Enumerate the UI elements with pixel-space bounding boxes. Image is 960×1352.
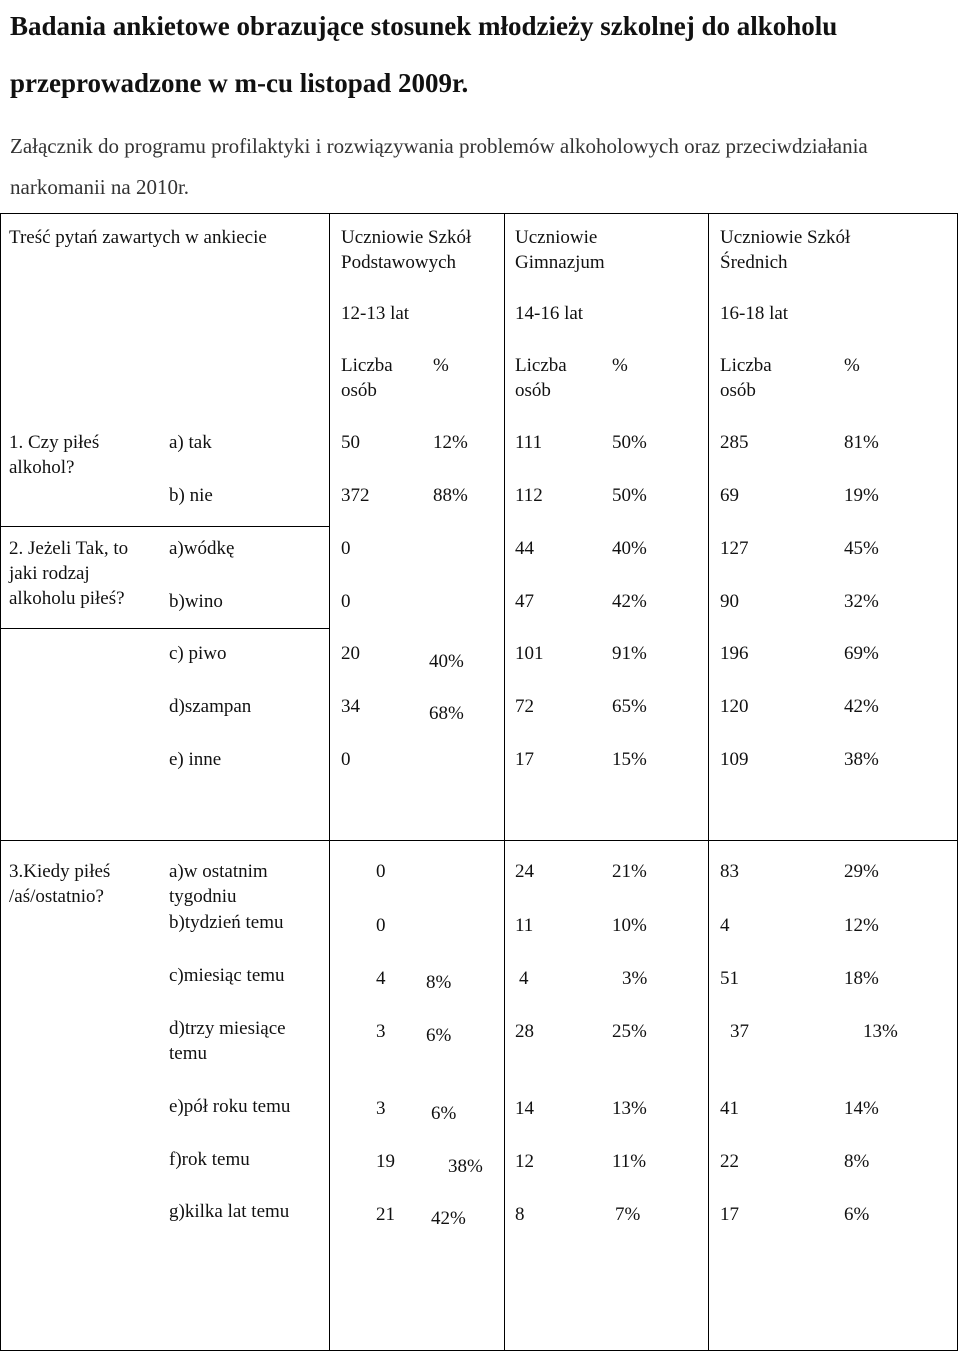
answer-label: e) inne [169, 749, 222, 770]
cell-gimnazjum-count: 112 [515, 485, 543, 506]
answer-label: a) tak [169, 432, 212, 453]
cell-gimnazjum-count: 14 [515, 1098, 534, 1119]
answer-label: c)miesiąc temu [169, 965, 285, 986]
cell-secondary-pct: 18% [844, 968, 879, 989]
cell-secondary-pct: 42% [844, 696, 879, 717]
cell-primary-pct: 40% [429, 651, 464, 672]
cell-gimnazjum-pct: 7% [615, 1204, 641, 1225]
survey-table [0, 213, 958, 1351]
cell-gimnazjum-count: 101 [515, 643, 544, 664]
cell-gimnazjum-pct: 3% [622, 968, 648, 989]
header-count-primary: Liczba osób [341, 355, 393, 401]
cell-primary-count: 20 [341, 643, 360, 664]
cell-gimnazjum-count: 17 [515, 749, 534, 770]
cell-gimnazjum-count: 44 [515, 538, 534, 559]
answer-label: b) nie [169, 485, 213, 506]
cell-gimnazjum-pct: 50% [612, 485, 647, 506]
cell-secondary-pct: 8% [844, 1151, 870, 1172]
answer-label: a)w ostatnim tygodniu [169, 861, 268, 907]
cell-gimnazjum-count: 12 [515, 1151, 534, 1172]
cell-gimnazjum-count: 72 [515, 696, 534, 717]
header-age-primary: 12-13 lat [341, 303, 410, 324]
header-pct-gimnazjum: % [612, 355, 628, 376]
cell-secondary-count: 37 [730, 1021, 749, 1042]
answer-label: c) piwo [169, 643, 227, 664]
cell-secondary-count: 41 [720, 1098, 739, 1119]
cell-secondary-pct: 6% [844, 1204, 870, 1225]
cell-gimnazjum-count: 28 [515, 1021, 534, 1042]
cell-secondary-count: 120 [720, 696, 749, 717]
cell-primary-pct: 38% [448, 1156, 483, 1177]
cell-gimnazjum-pct: 25% [612, 1021, 647, 1042]
cell-gimnazjum-count: 47 [515, 591, 534, 612]
cell-secondary-count: 285 [720, 432, 749, 453]
cell-gimnazjum-pct: 40% [612, 538, 647, 559]
cell-primary-count: 0 [341, 749, 351, 770]
question-2: 2. Jeżeli Tak, to jaki rodzaj alkoholu piłeś? [9, 538, 129, 609]
cell-secondary-pct: 12% [844, 915, 879, 936]
cell-secondary-count: 83 [720, 861, 739, 882]
page-title: Badania ankietowe obrazujące stosunek młodzieży szkolnej do alkoholu przeprowadzone w m-cu listopad 2009r. [10, 11, 838, 98]
cell-primary-pct: 12% [433, 432, 468, 453]
answer-label: a)wódkę [169, 538, 235, 559]
header-pct-primary: % [433, 355, 449, 376]
header-count-secondary: Liczba osób [720, 355, 772, 401]
cell-secondary-pct: 81% [844, 432, 879, 453]
cell-secondary-pct: 14% [844, 1098, 879, 1119]
header-group-secondary: Uczniowie Szkół Średnich [720, 227, 851, 273]
cell-secondary-pct: 19% [844, 485, 879, 506]
cell-primary-pct: 6% [426, 1025, 452, 1046]
cell-primary-count: 3 [376, 1021, 386, 1042]
cell-gimnazjum-pct: 50% [612, 432, 647, 453]
cell-primary-pct: 88% [433, 485, 468, 506]
answer-label: b)tydzień temu [169, 912, 284, 933]
cell-gimnazjum-pct: 10% [612, 915, 647, 936]
row-divider [1, 526, 329, 527]
cell-secondary-count: 90 [720, 591, 739, 612]
cell-gimnazjum-count: 4 [519, 968, 529, 989]
cell-gimnazjum-count: 11 [515, 915, 534, 936]
answer-label: g)kilka lat temu [169, 1201, 290, 1222]
col-divider [504, 214, 505, 1350]
cell-secondary-pct: 69% [844, 643, 879, 664]
cell-gimnazjum-count: 111 [515, 432, 543, 453]
cell-primary-count: 4 [376, 968, 386, 989]
cell-secondary-pct: 38% [844, 749, 879, 770]
answer-label: f)rok temu [169, 1149, 250, 1170]
header-age-gimnazjum: 14-16 lat [515, 303, 584, 324]
cell-secondary-pct: 29% [844, 861, 879, 882]
header-question-col: Treść pytań zawartych w ankiecie [9, 227, 267, 248]
cell-primary-count: 0 [376, 861, 386, 882]
answer-label: b)wino [169, 591, 223, 612]
cell-gimnazjum-pct: 21% [612, 861, 647, 882]
header-group-gimnazjum: Uczniowie Gimnazjum [515, 227, 605, 273]
cell-primary-count: 0 [341, 591, 351, 612]
cell-secondary-count: 69 [720, 485, 739, 506]
header-group-primary: Uczniowie Szkół Podstawowych [341, 227, 472, 273]
answer-label: e)pół roku temu [169, 1096, 291, 1117]
cell-primary-pct: 8% [426, 972, 452, 993]
row-divider [1, 628, 329, 629]
cell-gimnazjum-pct: 91% [612, 643, 647, 664]
cell-secondary-count: 51 [720, 968, 739, 989]
cell-gimnazjum-count: 24 [515, 861, 534, 882]
question-1: 1. Czy piłeś alkohol? [9, 432, 100, 478]
cell-secondary-count: 22 [720, 1151, 739, 1172]
question-3: 3.Kiedy piłeś /aś/ostatnio? [9, 861, 111, 907]
header-count-gimnazjum: Liczba osób [515, 355, 567, 401]
cell-primary-count: 0 [376, 915, 386, 936]
cell-primary-pct: 42% [431, 1208, 466, 1229]
header-age-secondary: 16-18 lat [720, 303, 789, 324]
cell-primary-count: 34 [341, 696, 360, 717]
cell-primary-count: 372 [341, 485, 370, 506]
cell-primary-count: 3 [376, 1098, 386, 1119]
cell-secondary-count: 4 [720, 915, 730, 936]
cell-primary-count: 21 [376, 1204, 395, 1225]
cell-secondary-count: 196 [720, 643, 749, 664]
answer-label: d)szampan [169, 696, 252, 717]
cell-gimnazjum-pct: 65% [612, 696, 647, 717]
answer-label: d)trzy miesiące temu [169, 1018, 286, 1064]
col-divider [329, 214, 330, 1350]
cell-secondary-pct: 13% [863, 1021, 898, 1042]
page-subtitle: Załącznik do programu profilaktyki i rozwiązywania problemów alkoholowych oraz przeciwdziałania narkomanii na 2010r. [10, 134, 868, 199]
cell-gimnazjum-pct: 11% [612, 1151, 647, 1172]
cell-secondary-count: 17 [720, 1204, 739, 1225]
cell-gimnazjum-pct: 15% [612, 749, 647, 770]
cell-gimnazjum-count: 8 [515, 1204, 525, 1225]
cell-primary-pct: 68% [429, 703, 464, 724]
cell-primary-count: 19 [376, 1151, 395, 1172]
cell-secondary-count: 127 [720, 538, 749, 559]
cell-primary-pct: 6% [431, 1103, 457, 1124]
col-divider [708, 214, 709, 1350]
cell-gimnazjum-pct: 42% [612, 591, 647, 612]
cell-primary-count: 0 [341, 538, 351, 559]
cell-gimnazjum-pct: 13% [612, 1098, 647, 1119]
cell-secondary-pct: 45% [844, 538, 879, 559]
row-divider [1, 840, 957, 841]
cell-primary-count: 50 [341, 432, 360, 453]
cell-secondary-pct: 32% [844, 591, 879, 612]
header-pct-secondary: % [844, 355, 860, 376]
cell-secondary-count: 109 [720, 749, 749, 770]
